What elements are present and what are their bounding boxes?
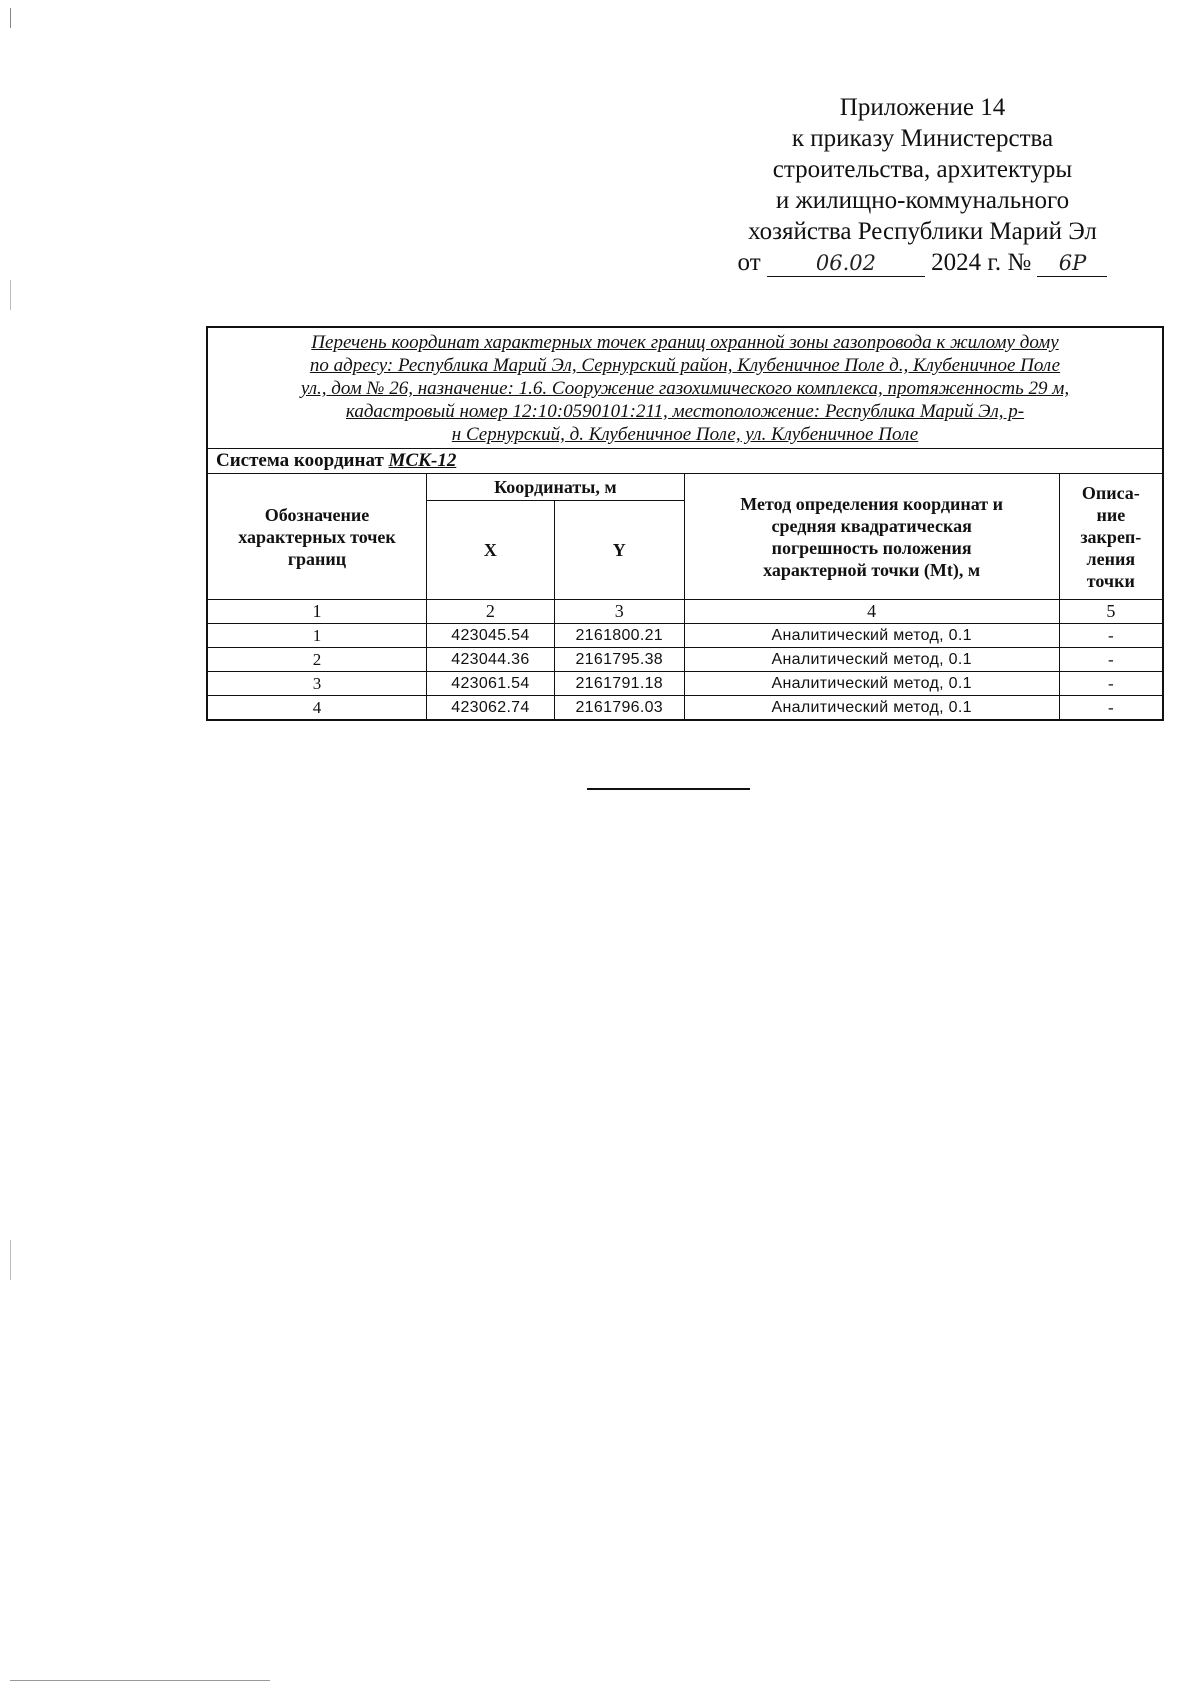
coordinate-y: 2161796.03 <box>554 696 684 721</box>
header-text: характерных точек <box>238 526 396 547</box>
header-text: границ <box>287 548 347 569</box>
scan-mark <box>10 1240 11 1280</box>
table-caption <box>207 327 1163 449</box>
header-text: характерной точки (Mt), м <box>763 559 981 580</box>
coordinate-x: 423062.74 <box>427 696 555 721</box>
header-method <box>684 474 1059 600</box>
scan-mark <box>10 8 11 28</box>
coordinates-table <box>206 326 1164 721</box>
caption-line: кадастровый номер 12:10:0590101:211, местоположение: Республика Марий Эл, р- <box>345 401 1025 422</box>
point-number: 2 <box>207 648 427 672</box>
header-text: Метод определения координат и <box>740 493 1004 514</box>
header-designation <box>207 474 427 600</box>
point-number: 3 <box>207 672 427 696</box>
header-text: ления <box>1086 548 1136 569</box>
point-description: - <box>1059 696 1163 721</box>
point-description: - <box>1059 672 1163 696</box>
header-description <box>1059 474 1163 600</box>
header-line: строительства, архитектуры <box>772 156 1073 183</box>
column-number: 5 <box>1059 600 1163 624</box>
header-text: средняя квадратическая <box>771 515 972 536</box>
caption-line: Перечень координат характерных точек границ охранной зоны газопровода к жилому дому <box>311 332 1059 353</box>
header-x: X <box>427 501 555 600</box>
coordinate-y: 2161791.18 <box>554 672 684 696</box>
header-text: ние <box>1096 504 1126 525</box>
header-line: хозяйства Республики Марий Эл <box>748 218 1097 245</box>
date-prefix: от <box>737 249 761 276</box>
header-text: точки <box>1086 570 1135 591</box>
table-row <box>207 648 1163 672</box>
point-number: 4 <box>207 696 427 721</box>
coordinate-x: 423061.54 <box>427 672 555 696</box>
header-line: и жилищно-коммунального <box>775 187 1070 214</box>
column-number: 4 <box>684 600 1059 624</box>
header-text: погрешность положения <box>771 537 972 558</box>
header-text: Описа- <box>1081 482 1140 503</box>
scan-mark <box>10 1680 270 1681</box>
table-row <box>207 672 1163 696</box>
header-coordinates: Координаты, м <box>427 474 685 501</box>
method: Аналитический метод, 0.1 <box>684 648 1059 672</box>
header-text: закреп- <box>1080 526 1142 547</box>
column-number: 1 <box>207 600 427 624</box>
column-number: 2 <box>427 600 555 624</box>
point-description: - <box>1059 648 1163 672</box>
handwritten-order-number: 6Р <box>1037 250 1107 277</box>
order-date-line <box>700 247 1145 278</box>
method: Аналитический метод, 0.1 <box>684 672 1059 696</box>
caption-line: н Сернурский, д. Клубеничное Поле, ул. Клубеничное Поле <box>451 424 919 445</box>
caption-line: по адресу: Республика Марий Эл, Сернурский район, Клубеничное Поле д., Клубеничное Поле <box>309 355 1061 376</box>
coordinate-x: 423045.54 <box>427 624 555 648</box>
handwritten-date: 06.02 <box>767 250 925 277</box>
column-number: 3 <box>554 600 684 624</box>
coordinate-system <box>207 449 1163 474</box>
coordinate-y: 2161795.38 <box>554 648 684 672</box>
caption-line: ул., дом № 26, назначение: 1.6. Сооружение газохимического комплекса, протяженность 29 м, <box>300 378 1070 399</box>
year-text: 2024 г. № <box>931 249 1032 276</box>
end-separator-line <box>587 788 750 790</box>
table-row <box>207 696 1163 721</box>
appendix-header <box>700 92 1145 278</box>
point-number: 1 <box>207 624 427 648</box>
coordinate-x: 423044.36 <box>427 648 555 672</box>
method: Аналитический метод, 0.1 <box>684 624 1059 648</box>
header-y: Y <box>554 501 684 600</box>
method: Аналитический метод, 0.1 <box>684 696 1059 721</box>
header-text: Обозначение <box>264 504 370 525</box>
table-row <box>207 624 1163 648</box>
coordinate-system-label: Система координат <box>216 450 384 471</box>
column-number-row <box>207 600 1163 624</box>
point-description: - <box>1059 624 1163 648</box>
coordinate-system-value: МСК-12 <box>388 450 457 471</box>
header-line: к приказу Министерства <box>791 125 1054 152</box>
header-line: Приложение 14 <box>839 94 1006 121</box>
coordinate-y: 2161800.21 <box>554 624 684 648</box>
scan-mark <box>10 280 11 310</box>
